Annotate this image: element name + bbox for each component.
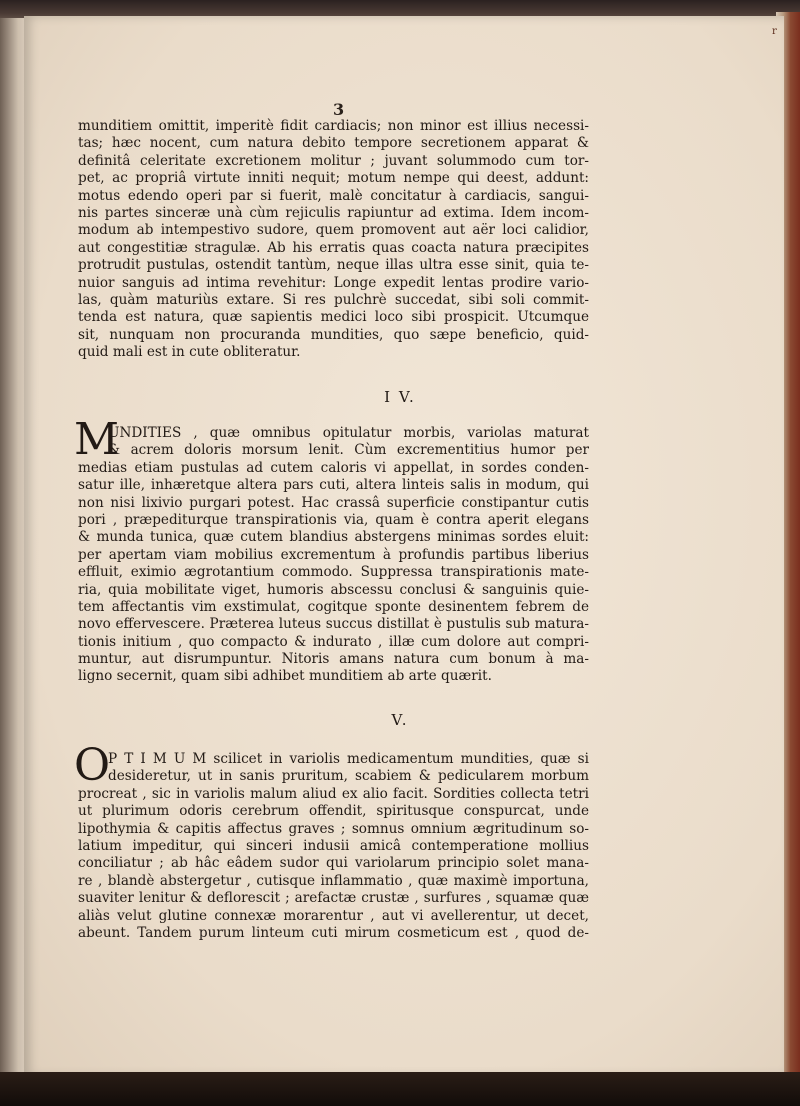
text-line: lipothymia & capitis affectus graves ; somnus omnium ægritudinum so-: [78, 820, 589, 837]
section-heading-iv: I V.: [384, 388, 416, 406]
text-line: ligno secernit, quam sibi adhibet munditiem ab arte quærit.: [78, 668, 492, 685]
text-line: ria, quia mobilitate viget, humoris abscessu conclusi & sanguinis quie-: [78, 581, 589, 598]
text-line: munditiem omittit, imperitè fidit cardiacis; non minor est illius necessi-: [78, 118, 589, 134]
text-line: & acrem doloris morsum lenit. Cùm excrementitius humor per: [108, 442, 589, 459]
text-line: motus edendo operi par si fuerit, malè concitatur à cardiacis, sangui-: [78, 187, 589, 204]
text-line: nuior sanguis ad intima revehitur: Longe expedit lentas prodire vario-: [78, 274, 589, 291]
section-heading-v: V.: [391, 711, 409, 729]
text-line: suaviter lenitur & deflorescit ; arefactæ crustæ , surfures , squamæ quæ: [78, 890, 589, 907]
text-line: non nisi lixivio purgari potest. Hac crassâ superficie constipantur cutis: [78, 494, 589, 511]
paragraph-iv: [78, 425, 589, 686]
text-line: desideretur, ut in sanis pruritum, scabiem & pedicularem morbum: [108, 768, 589, 785]
text-line: nis partes sinceræ unà cùm rejiculis rapiuntur ad extima. Idem incom-: [78, 204, 589, 221]
text-line: tionis initium , quo compacto & indurato , illæ cum dolore aut compri-: [78, 633, 589, 650]
text-line: pori , præpediturque transpirationis via, quam è contra aperit elegans: [78, 511, 589, 528]
corner-mark: r: [772, 26, 777, 37]
drop-cap-m: M: [74, 414, 120, 465]
text-line: muntur, aut disrumpuntur. Nitoris amans natura cum bonum à ma-: [78, 651, 589, 668]
text-line: satur ille, inhæretque altera pars cuti, altera linteis salis in modum, qui: [78, 477, 589, 494]
text-line: conciliatur ; ab hâc eâdem sudor qui variolarum principio solet mana-: [78, 855, 589, 872]
text-line: tenda est natura, quæ sapientis medici loco sibi prospicit. Utcumque: [78, 309, 589, 326]
text-line: procreat , sic in variolis malum aliud ex alio facit. Sordities collecta tetri: [78, 785, 589, 802]
drop-cap-o: O: [74, 740, 111, 791]
text-line: tem affectantis vim exstimulat, cogitque sponte desinentem febrem de: [78, 598, 589, 615]
page-number: 3: [333, 100, 345, 119]
book-gutter: [0, 18, 26, 1078]
text-line: ut plurimum odoris cerebrum offendit, spiritusque conspurcat, unde: [78, 803, 589, 820]
text-line: sit, nunquam non procuranda mundities, quo sæpe beneficio, quid-: [78, 326, 589, 343]
text-line: quid mali est in cute obliteratur.: [78, 344, 301, 361]
text-line: protrudit pustulas, ostendit tantùm, neque illas ultra esse sinit, quia te-: [78, 257, 589, 274]
text-line: UNDITIES , quæ omnibus opitulatur morbis, variolas maturat: [108, 425, 589, 441]
text-line: effluit, eximio ægrotantium commodo. Suppressa transpirationis mate-: [78, 564, 589, 581]
text-line: medias etiam pustulas ad cutem caloris vi appellat, in sordes conden-: [78, 459, 589, 476]
text-line: definitâ celeritate excretionem molitur ; juvant solummodo cum tor-: [78, 152, 589, 169]
text-line: abeunt. Tandem purum linteum cuti mirum cosmeticum est , quod de-: [78, 924, 589, 941]
paragraph-continuation: [78, 118, 589, 361]
text-line: las, quàm maturiùs extare. Si res pulchrè succedat, sibi soli commit-: [78, 291, 589, 308]
book-bottom-edge: [0, 1072, 800, 1106]
text-line: latium impeditur, qui sinceri indusii amicâ contemperatione mollius: [78, 837, 589, 854]
text-line: novo effervescere. Præterea luteus succus distillat è pustulis sub matura-: [78, 616, 589, 633]
text-line: P T I M U M scilicet in variolis medicamentum mundities, quæ si: [108, 751, 589, 767]
text-line: aut congestitiæ stragulæ. Ab his erratis quas coacta natura præcipites: [78, 239, 589, 256]
text-line: pet, ac propriâ virtute inniti nequit; motum nempe qui deest, addunt:: [78, 170, 589, 187]
text-line: tas; hæc nocent, cum natura debito tempore secretionem apparat &: [78, 135, 589, 152]
text-line: aliàs velut glutine connexæ morarentur , aut vi avellerentur, ut decet,: [78, 907, 589, 924]
text-line: per apertam viam mobilius excrementum à profundis partibus liberius: [78, 546, 589, 563]
text-line: modum ab intempestivo sudore, quem promovent aut aër loci calidior,: [78, 222, 589, 239]
text-line: re , blandè abstergetur , cutisque inflammatio , quæ maximè importuna,: [78, 872, 589, 889]
text-line: & munda tunica, quæ cutem blandius abstergens minimas sordes eluit:: [78, 529, 589, 546]
paragraph-v: [78, 751, 589, 942]
